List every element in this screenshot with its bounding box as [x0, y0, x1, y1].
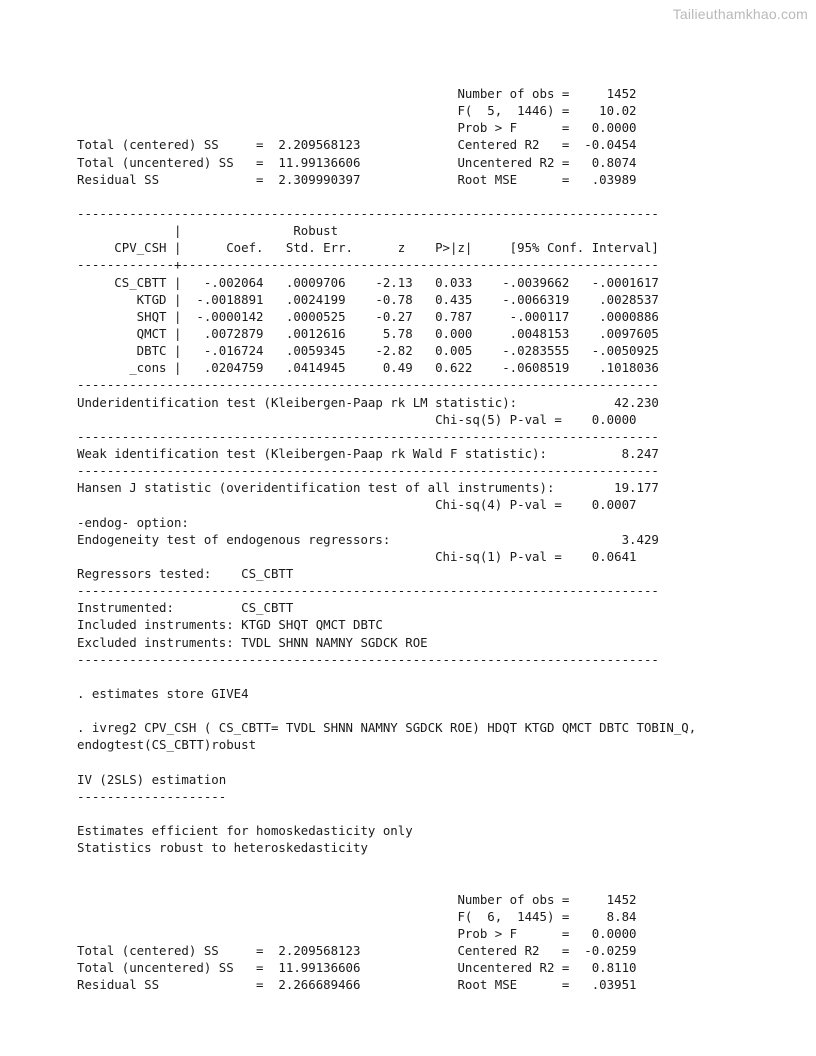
output-line: ------------------------------------------------------------------------------ — [77, 428, 659, 444]
output-line — [77, 873, 696, 890]
output-line: IV (2SLS) estimation — [77, 771, 227, 787]
output-line — [77, 702, 696, 719]
output-line — [77, 805, 696, 822]
output-line: -------------------- — [77, 788, 227, 804]
output-line: -------------+---------------------------------------------------------------- — [77, 257, 659, 273]
output-line: Estimates efficient for homoskedasticity only — [77, 823, 413, 839]
output-line: Chi-sq(1) P-val = 0.0641 — [77, 548, 637, 564]
output-line — [77, 188, 696, 205]
output-line: Regressors tested: CS_CBTT — [77, 565, 294, 581]
output-line: Prob > F = 0.0000 — [77, 120, 637, 136]
output-line: ------------------------------------------------------------------------------ — [77, 583, 659, 599]
output-line: KTGD | -.0018891 .0024199 -0.78 0.435 -.0066319 .0028537 — [77, 291, 659, 307]
output-line: Instrumented: CS_CBTT — [77, 600, 294, 616]
output-line: . estimates store GIVE4 — [77, 685, 249, 701]
output-line: _cons | .0204759 .0414945 0.49 0.622 -.0608519 .1018036 — [77, 360, 659, 376]
output-line: DBTC | -.016724 .0059345 -2.82 0.005 -.0283555 -.0050925 — [77, 343, 659, 359]
output-line: Weak identification test (Kleibergen-Paap rk Wald F statistic): 8.247 — [77, 445, 659, 461]
output-line: ------------------------------------------------------------------------------ — [77, 651, 659, 667]
output-line: -endog- option: — [77, 514, 189, 530]
output-line: Total (uncentered) SS = 11.99136606 Uncentered R2 = 0.8074 — [77, 154, 637, 170]
output-line: Residual SS = 2.309990397 Root MSE = .03989 — [77, 171, 637, 187]
output-line: ------------------------------------------------------------------------------ — [77, 377, 659, 393]
output-line: Excluded instruments: TVDL SHNN NAMNY SGDCK ROE — [77, 634, 428, 650]
output-line: ------------------------------------------------------------------------------ — [77, 463, 659, 479]
output-line: Chi-sq(5) P-val = 0.0000 — [77, 411, 637, 427]
output-line: Total (centered) SS = 2.209568123 Centered R2 = -0.0259 — [77, 943, 637, 959]
output-line: F( 5, 1446) = 10.02 — [77, 103, 637, 119]
output-line: Prob > F = 0.0000 — [77, 925, 637, 941]
output-line: CPV_CSH | Coef. Std. Err. z P>|z| [95% Conf. Interval] — [77, 240, 659, 256]
output-line: F( 6, 1445) = 8.84 — [77, 908, 637, 924]
output-line: QMCT | .0072879 .0012616 5.78 0.000 .0048153 .0097605 — [77, 325, 659, 341]
output-line: SHQT | -.0000142 .0000525 -0.27 0.787 -.000117 .0000886 — [77, 308, 659, 324]
output-line: Residual SS = 2.266689466 Root MSE = .03951 — [77, 977, 637, 993]
output-line: endogtest(CS_CBTT)robust — [77, 737, 257, 753]
output-line: Chi-sq(4) P-val = 0.0007 — [77, 497, 637, 513]
output-line: Total (uncentered) SS = 11.99136606 Uncentered R2 = 0.8110 — [77, 960, 637, 976]
output-line: Number of obs = 1452 — [77, 891, 637, 907]
output-line: . ivreg2 CPV_CSH ( CS_CBTT= TVDL SHNN NAMNY SGDCK ROE) HDQT KTGD QMCT DBTC TOBIN_Q, — [77, 720, 697, 736]
output-line: Endogeneity test of endogenous regressors: 3.429 — [77, 531, 659, 547]
output-line: Number of obs = 1452 — [77, 86, 637, 101]
output-line: Underidentification test (Kleibergen-Paap rk LM statistic): 42.230 — [77, 394, 659, 410]
output-line — [77, 856, 696, 873]
output-line: ------------------------------------------------------------------------------ — [77, 205, 659, 221]
stata-output — [77, 85, 696, 993]
output-line: CS_CBTT | -.002064 .0009706 -2.13 0.033 -.0039662 -.0001617 — [77, 274, 659, 290]
output-line: Total (centered) SS = 2.209568123 Centered R2 = -0.0454 — [77, 137, 637, 153]
output-line: | Robust — [77, 223, 339, 239]
output-line: Statistics robust to heteroskedasticity — [77, 840, 368, 856]
watermark: Tailieuthamkhao.com — [672, 6, 808, 22]
output-line — [77, 668, 696, 685]
output-line: Hansen J statistic (overidentification test of all instruments): 19.177 — [77, 480, 659, 496]
output-line — [77, 753, 696, 770]
output-line: Included instruments: KTGD SHQT QMCT DBTC — [77, 617, 383, 633]
